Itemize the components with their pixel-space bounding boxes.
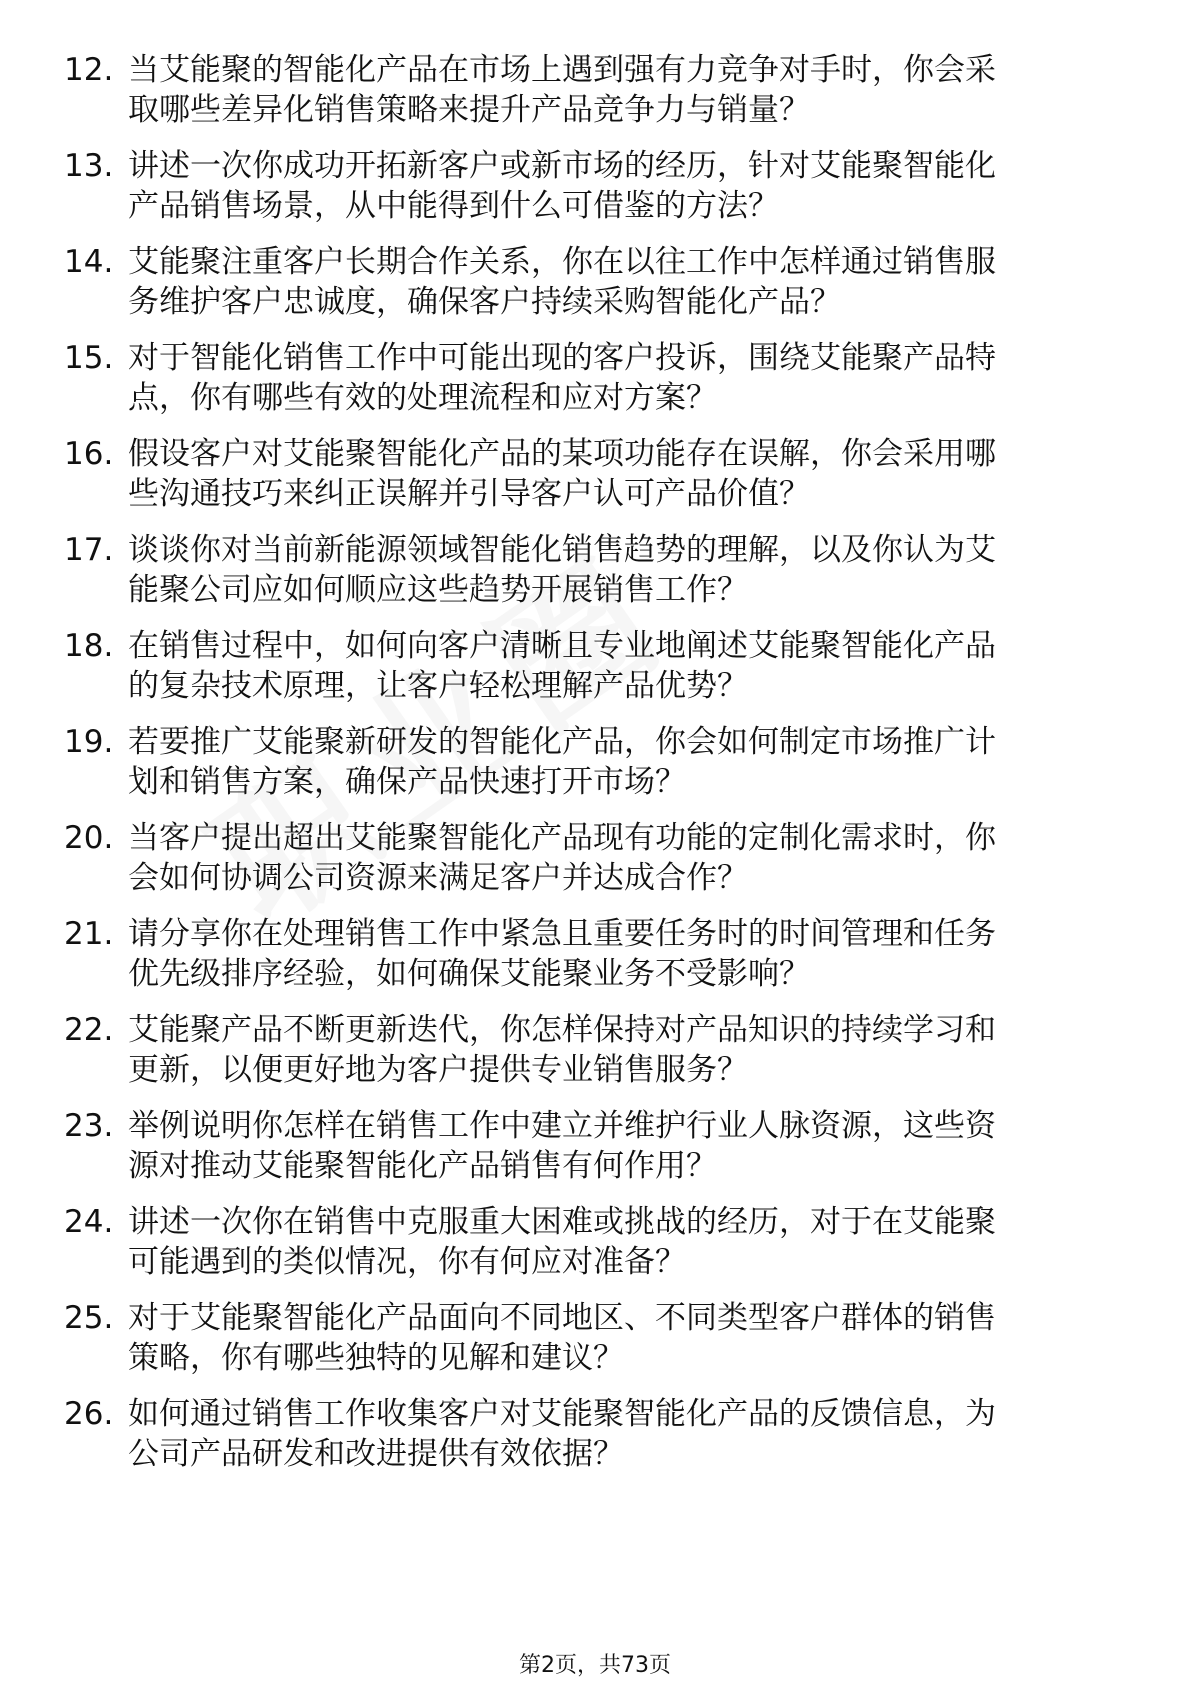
question-text-line-2: 务维护客户忠诚度，确保客户持续采购智能化产品？ [128, 284, 841, 320]
question-text-line-2: 源对推动艾能聚智能化产品销售有何作用？ [128, 1148, 717, 1184]
question-item [0, 908, 1190, 1004]
question-text-line-2: 能聚公司应如何顺应这些趋势开展销售工作？ [128, 572, 748, 608]
question-text-line-2: 产品销售场景，从中能得到什么可借鉴的方法？ [128, 188, 779, 224]
question-text-line-2: 公司产品研发和改进提供有效依据？ [128, 1436, 624, 1472]
question-text-line-2: 优先级排序经验，如何确保艾能聚业务不受影响？ [128, 956, 810, 992]
question-item [0, 1196, 1190, 1292]
question-text-line-1: 讲述一次你在销售中克服重大困难或挑战的经历，对于在艾能聚 [128, 1204, 996, 1240]
question-text-line-1: 对于艾能聚智能化产品面向不同地区、不同类型客户群体的销售 [128, 1300, 996, 1336]
question-text-line-1: 当艾能聚的智能化产品在市场上遇到强有力竞争对手时，你会采 [128, 52, 996, 88]
question-text-line-1: 讲述一次你成功开拓新客户或新市场的经历，针对艾能聚智能化 [128, 148, 996, 184]
question-item [0, 1388, 1190, 1484]
question-item [0, 716, 1190, 812]
question-number: 23. [64, 1108, 114, 1144]
question-text-line-2: 可能遇到的类似情况，你有何应对准备？ [128, 1244, 686, 1280]
question-number: 19. [64, 724, 114, 760]
question-number: 16. [64, 436, 114, 472]
question-text-line-1: 在销售过程中，如何向客户清晰且专业地阐述艾能聚智能化产品 [128, 628, 996, 664]
question-item [0, 140, 1190, 236]
question-number: 22. [64, 1012, 114, 1048]
question-text-line-1: 对于智能化销售工作中可能出现的客户投诉，围绕艾能聚产品特 [128, 340, 996, 376]
question-number: 21. [64, 916, 114, 952]
question-item [0, 44, 1190, 140]
question-text-line-1: 若要推广艾能聚新研发的智能化产品，你会如何制定市场推广计 [128, 724, 996, 760]
question-text-line-2: 点，你有哪些有效的处理流程和应对方案？ [128, 380, 717, 416]
question-number: 26. [64, 1396, 114, 1432]
question-item [0, 1004, 1190, 1100]
question-number: 14. [64, 244, 114, 280]
question-list [0, 44, 1190, 1484]
question-item [0, 620, 1190, 716]
question-number: 12. [64, 52, 114, 88]
question-number: 15. [64, 340, 114, 376]
question-text-line-1: 举例说明你怎样在销售工作中建立并维护行业人脉资源，这些资 [128, 1108, 996, 1144]
question-item [0, 332, 1190, 428]
question-item [0, 524, 1190, 620]
question-text-line-1: 谈谈你对当前新能源领域智能化销售趋势的理解，以及你认为艾 [128, 532, 996, 568]
question-text-line-2: 划和销售方案，确保产品快速打开市场？ [128, 764, 686, 800]
question-number: 24. [64, 1204, 114, 1240]
page-footer [0, 1648, 1190, 1679]
question-item [0, 236, 1190, 332]
question-text-line-2: 更新，以便更好地为客户提供专业销售服务？ [128, 1052, 748, 1088]
question-item [0, 1292, 1190, 1388]
page-number-label: 第2页，共73页 [519, 1653, 671, 1678]
question-text-line-2: 策略，你有哪些独特的见解和建议？ [128, 1340, 624, 1376]
question-number: 20. [64, 820, 114, 856]
question-text-line-2: 会如何协调公司资源来满足客户并达成合作？ [128, 860, 748, 896]
question-number: 25. [64, 1300, 114, 1336]
question-number: 13. [64, 148, 114, 184]
question-text-line-1: 如何通过销售工作收集客户对艾能聚智能化产品的反馈信息，为 [128, 1396, 996, 1432]
question-item [0, 428, 1190, 524]
question-text-line-2: 的复杂技术原理，让客户轻松理解产品优势？ [128, 668, 748, 704]
question-text-line-2: 取哪些差异化销售策略来提升产品竞争力与销量？ [128, 92, 810, 128]
question-item [0, 812, 1190, 908]
question-text-line-1: 假设客户对艾能聚智能化产品的某项功能存在误解，你会采用哪 [128, 436, 996, 472]
question-text-line-1: 艾能聚产品不断更新迭代，你怎样保持对产品知识的持续学习和 [128, 1012, 996, 1048]
question-number: 17. [64, 532, 114, 568]
question-item [0, 1100, 1190, 1196]
question-number: 18. [64, 628, 114, 664]
question-text-line-1: 请分享你在处理销售工作中紧急且重要任务时的时间管理和任务 [128, 916, 996, 952]
question-text-line-1: 当客户提出超出艾能聚智能化产品现有功能的定制化需求时，你 [128, 820, 996, 856]
question-text-line-2: 些沟通技巧来纠正误解并引导客户认可产品价值？ [128, 476, 810, 512]
question-text-line-1: 艾能聚注重客户长期合作关系，你在以往工作中怎样通过销售服 [128, 244, 996, 280]
